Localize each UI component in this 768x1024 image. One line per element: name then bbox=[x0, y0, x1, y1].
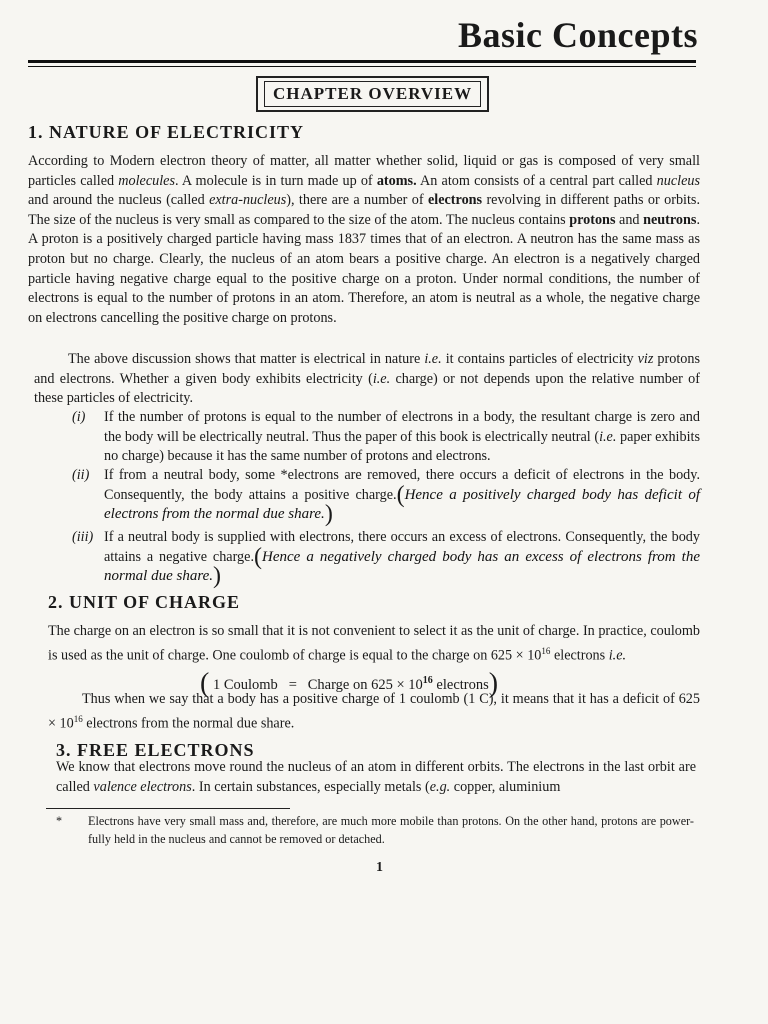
running-title: Basic Concepts bbox=[458, 15, 698, 55]
header-rule-thick bbox=[28, 60, 696, 63]
coulomb-formula: ( 1 Coulomb = Charge on $625 \times 10^{16}$ electrons) bbox=[200, 668, 499, 699]
list-item-iii bbox=[72, 528, 700, 592]
chapter-overview-box bbox=[256, 76, 489, 112]
paragraph-free-electrons: We know that electrons move round the nucleus of an atom in different orbits. The electrons in the last orbit are called valence electrons. In certain substances, especially metals (e.g. copper, aluminium bbox=[56, 759, 696, 795]
paragraph-unit-2: Thus when we say that a body has a positive charge of 1 coulomb (1 C), it means that it has a deficit of $625 \times 10^{16}$ electrons from the normal due share. bbox=[48, 691, 700, 732]
section-heading-free-electrons: 3. FREE ELECTRONS bbox=[56, 740, 255, 760]
list-text: If a neutral body is supplied with electrons, there occurs an excess of electrons. Consequently, the body attains a negative charge.(Hence a negatively charged body has an excess of electrons from the normal due share.) bbox=[104, 529, 700, 590]
paragraph-unit-1: The charge on an electron is so small that it is not convenient to select it as the unit of charge. In practice, coulomb is used as the unit of charge. One coulomb of charge is equal to the charge on $625 \times 10^{16}$ electrons i.e. bbox=[48, 623, 700, 664]
footnote bbox=[56, 812, 694, 848]
header-rule-thin bbox=[28, 66, 696, 67]
section-heading-nature-of-electricity: 1. NATURE OF ELECTRICITY bbox=[28, 122, 305, 142]
list-number: (ii) bbox=[72, 467, 90, 483]
page-number: 1 bbox=[376, 860, 383, 875]
paragraph-nature-2: The above discussion shows that matter is electrical in nature i.e. it contains particles of electricity viz protons and electrons. Whether a given body exhibits electricity (i.e. charge) or not depends upon the relative number of these particles of electricity. bbox=[34, 351, 700, 407]
list-item-ii bbox=[72, 466, 700, 530]
list-number: (i) bbox=[72, 409, 86, 425]
chapter-overview-label: CHAPTER OVERVIEW bbox=[264, 81, 481, 107]
footnote-rule bbox=[46, 808, 290, 809]
footnote-mark: * bbox=[56, 814, 63, 828]
handwritten-note: Hence a positively charged body has deficit of electrons from the normal due share. bbox=[104, 486, 700, 523]
list-number: (iii) bbox=[72, 529, 94, 545]
paragraph-nature-1: According to Modern electron theory of matter, all matter whether solid, liquid or gas is composed of very small particles called molecules. A molecule is in turn made up of atoms. An atom consists of a central part called nucleus and around the nucleus (called extra-nucleus), there are a number of electrons revolving in different paths or orbits. The size of the nucleus is very small as compared to the size of the atom. The nucleus contains protons and neutrons. A proton is a positively charged particle having mass 1837 times that of an electron. A neutron has the same mass as proton but no charge. Clearly, the nucleus of an atom bears a positive charge. An electron is a negatively charged particle having negative charge equal to the positive charge on a proton. Under normal conditions, the number of electrons is equal to the number of protons in an atom. Therefore, an atom is neutral as a whole, the negative charge on electrons cancelling the positive charge on protons. bbox=[28, 153, 700, 326]
footnote-text: Electrons have very small mass and, therefore, are much more mobile than protons. On the other hand, protons are power-fully held in the nucleus and cannot be removed or detached. bbox=[88, 814, 694, 846]
section-heading-unit-of-charge: 2. UNIT OF CHARGE bbox=[48, 592, 241, 612]
list-text: If the number of protons is equal to the number of electrons in a body, the resultant charge is zero and the body will be electrically neutral. Thus the paper of this book is electrically neutral (i.e. paper exhibits no charge) because it has the same number of protons and electrons. bbox=[104, 409, 700, 465]
list-text: If from a neutral body, some *electrons are removed, there occurs a deficit of electrons in the body. Consequently, the body attains a positive charge.(Hence a positively charged body has deficit of electrons from the normal due share.) bbox=[104, 467, 700, 528]
list-item-i bbox=[72, 408, 700, 468]
handwritten-note: Hence a negatively charged body has an excess of electrons from the normal due share. bbox=[104, 548, 700, 585]
